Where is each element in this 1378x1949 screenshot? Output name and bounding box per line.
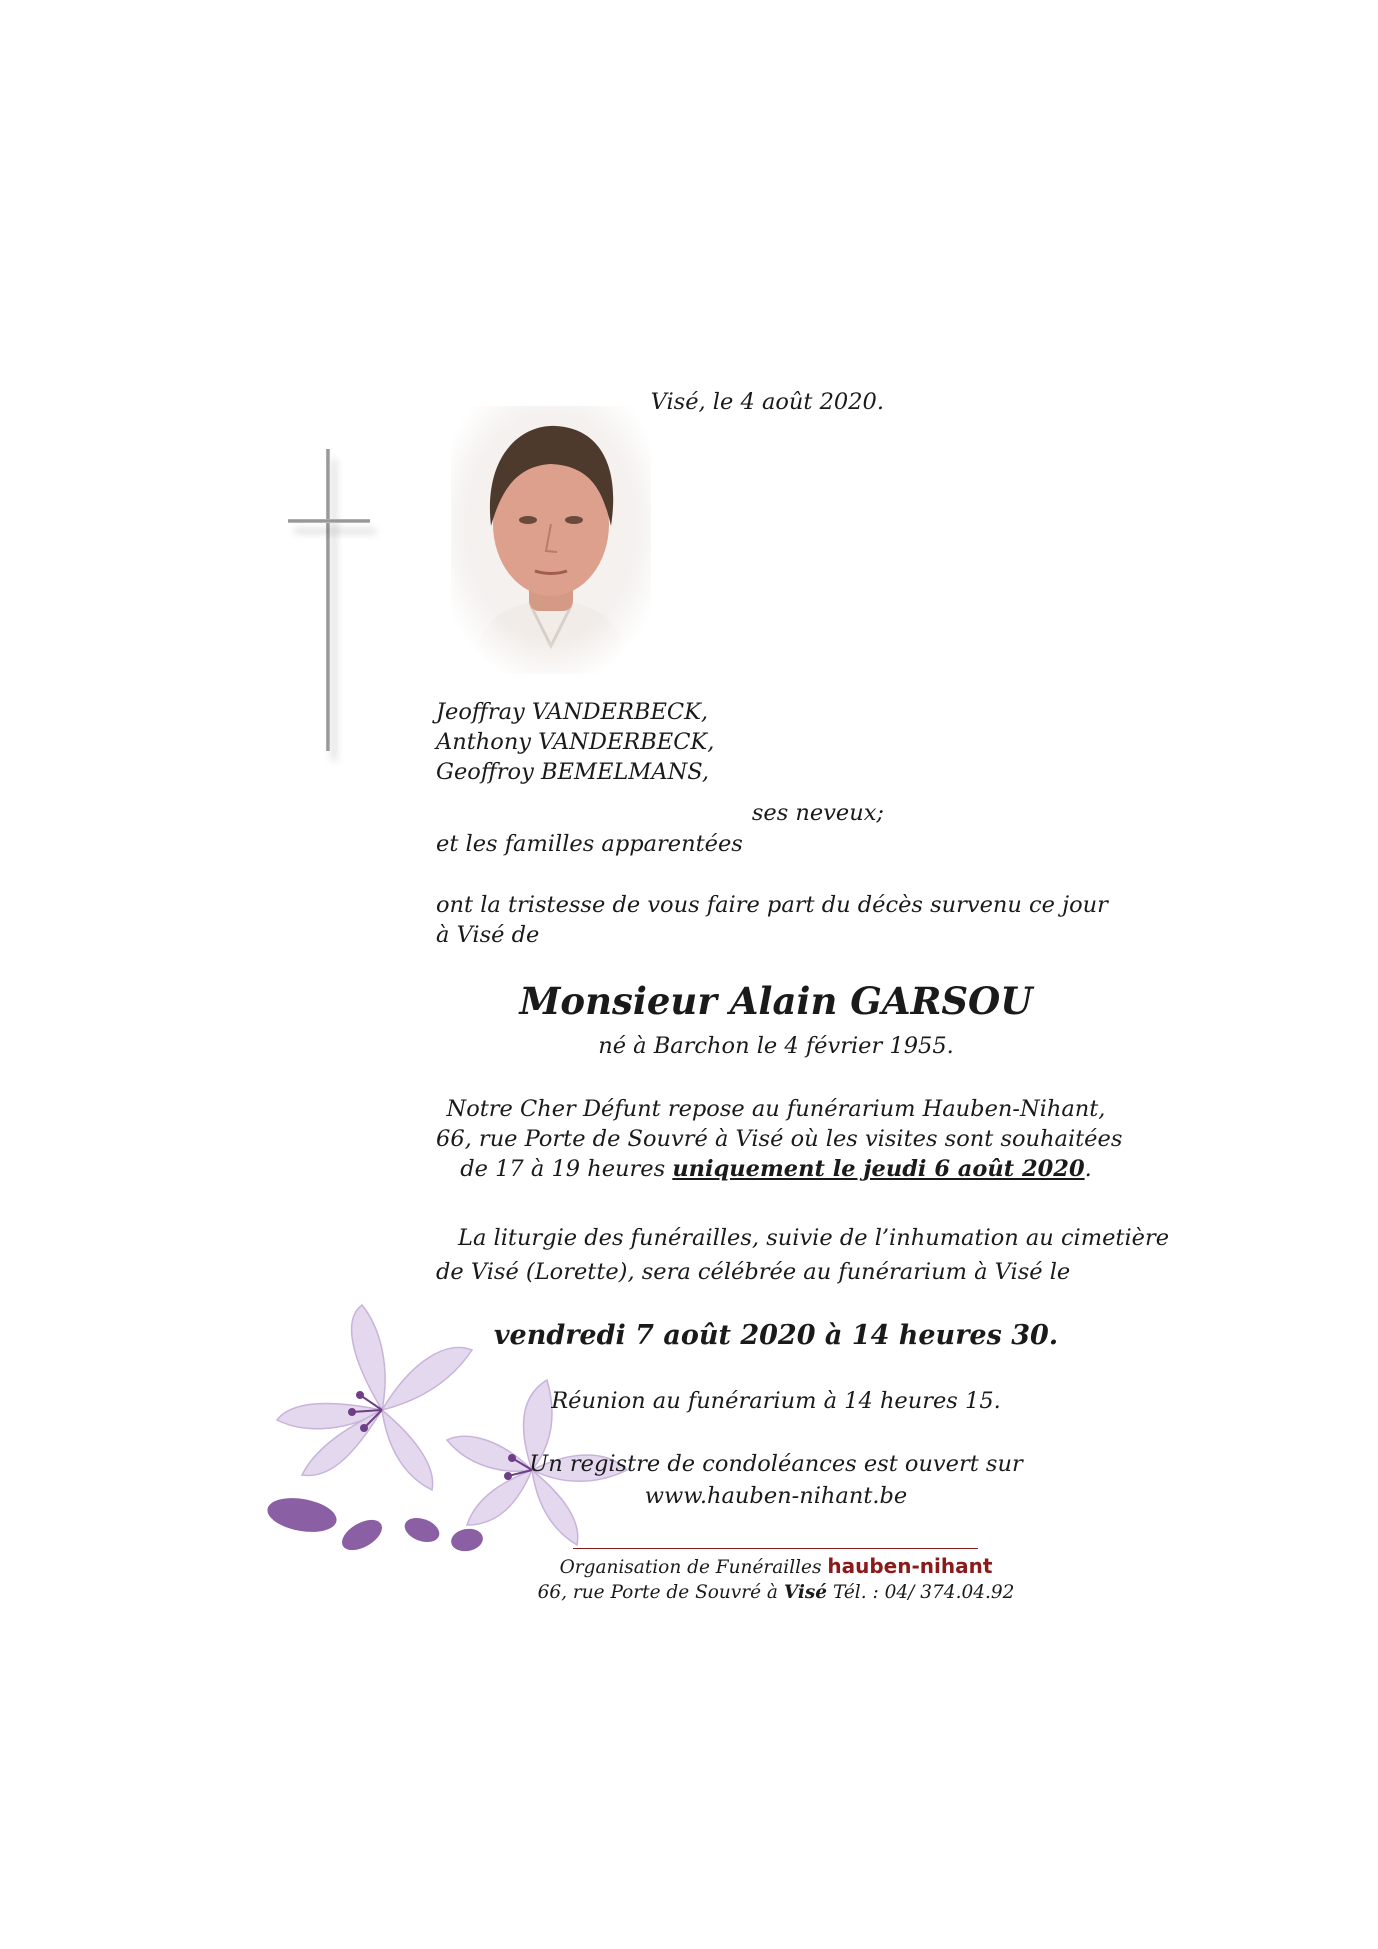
- footer-organisation: [0, 1553, 1378, 1581]
- birth-info: né à Barchon le 4 février 1955.: [598, 1033, 954, 1059]
- family-relation: ses neveux;: [751, 800, 884, 826]
- liturgy-line-2: de Visé (Lorette), sera célébrée au funérarium à Visé le: [436, 1259, 1071, 1285]
- announcement: [436, 890, 1108, 950]
- visitation-line-3: de 17 à 19 heures uniquement le jeudi 6 août 2020.: [460, 1156, 1092, 1182]
- visitation-date-emphasis: uniquement le jeudi 6 août 2020: [672, 1156, 1085, 1182]
- family-name-3: Geoffroy BEMELMANS,: [436, 759, 710, 785]
- liturgy-line-1: La liturgie des funérailles, suivie de l’inhumation au cimetière: [458, 1225, 1170, 1251]
- deceased-name: Monsieur Alain GARSOU: [519, 979, 1033, 1023]
- family-name-1: Jeoffray VANDERBECK,: [436, 699, 709, 725]
- registry-info: Un registre de condoléances est ouvert sur: [529, 1451, 1023, 1477]
- date-line: Visé, le 4 août 2020.: [650, 389, 884, 415]
- registry-website[interactable]: www.hauben-nihant.be: [644, 1483, 908, 1509]
- ceremony-datetime: vendredi 7 août 2020 à 14 heures 30.: [493, 1320, 1059, 1351]
- announcement-line-2: à Visé de: [436, 922, 540, 948]
- footer-city: Visé: [783, 1582, 828, 1603]
- footer-org-label: Organisation de Funérailles: [559, 1557, 822, 1578]
- footer-address: 66, rue Porte de Souvré à Visé Tél. : 04/ 374.04.92: [537, 1582, 1015, 1603]
- footer-divider: [573, 1548, 978, 1549]
- extended-family: et les familles apparentées: [436, 831, 743, 857]
- family-names: [436, 697, 714, 787]
- footer-phone: Tél. : 04/ 374.04.92: [827, 1582, 1015, 1603]
- visitation-line-2: 66, rue Porte de Souvré à Visé où les visites sont souhaitées: [436, 1126, 1123, 1152]
- visitation-info: [436, 1094, 1123, 1184]
- visitation-line-1: Notre Cher Défunt repose au funérarium Hauben-Nihant,: [446, 1096, 1106, 1122]
- footer-brand: hauben-nihant: [827, 1554, 993, 1578]
- gathering-info: Réunion au funérarium à 14 heures 15.: [551, 1388, 1001, 1414]
- announcement-line-1: ont la tristesse de vous faire part du décès survenu ce jour: [436, 892, 1108, 918]
- deceased-portrait: [451, 406, 651, 674]
- family-name-2: Anthony VANDERBECK,: [436, 729, 715, 755]
